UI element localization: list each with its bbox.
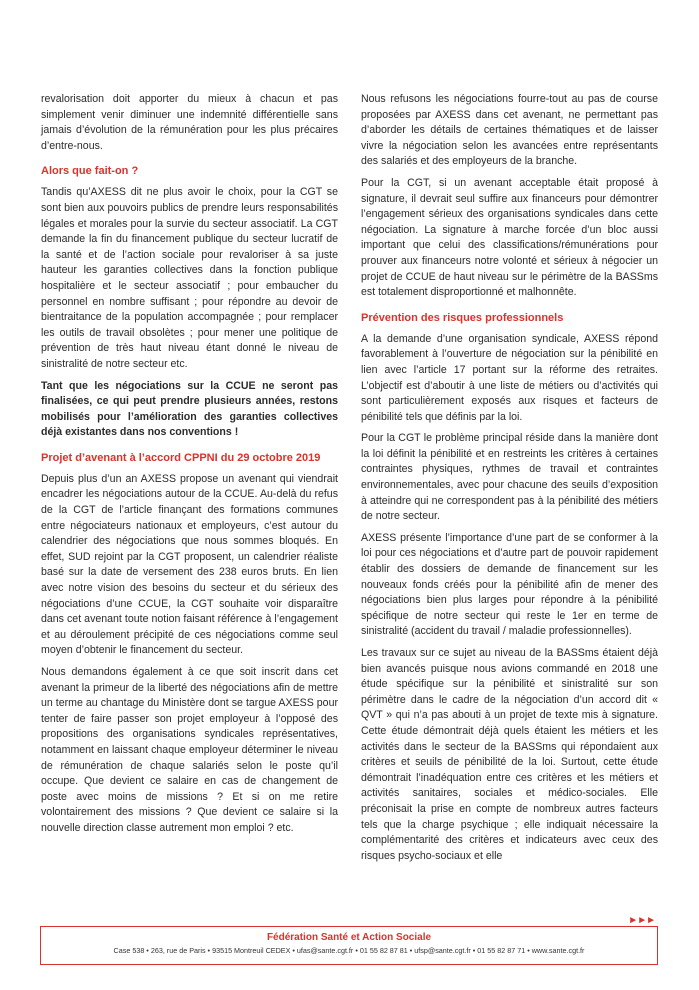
section-heading: Projet d’avenant à l’accord CPPNI du 29 octobre 2019 [41, 451, 321, 464]
bold-paragraph: Tant que les négociations sur la CCUE ne seront pas finalisées, ce qui peut prendre plusieurs années, restons mobilisés pour l’amélioration des garanties collectives déjà existantes dans nos conventions ! [41, 379, 338, 439]
left-column [41, 92, 338, 843]
paragraph: Nous demandons également à ce que soit inscrit dans cet avenant la primeur de la liberté des négociations afin de mettre un terme au chantage du Ministère dont se targue AXESS pour tenter de faire passer son projet employeur à l’opposé des propositions des organisations syndicales représentatives, notamment en laissant chaque employeur déterminer le niveau de rémunération de chaque salariés selon le poste qu’il occupe. Que devient ce salaire en cas de changement de poste avec moins de missions ? Et si on me retire volontairement des missions ? Que devient ce salaire si la nouvelle direction classe autrement mon emploi ? etc. [41, 666, 338, 834]
right-column [361, 92, 658, 870]
paragraph: A la demande d’une organisation syndicale, AXESS répond favorablement à l’ouverture de négociation sur la pénibilité en lien avec l’article 17 portant sur la réforme des retraites. L’objectif est d’aboutir à une liste de métiers ou d’activités qui sont particulièrement exposés aux risques et facteurs de pénibilité tels que définis par la loi. [361, 332, 658, 423]
section-heading: Prévention des risques professionnels [361, 311, 564, 324]
paragraph: Nous refusons les négociations fourre-tout au pas de course proposées par AXESS dans cet avenant, ne permettant pas d’aborder les détails de certaines thématiques et de laisser vivre la négociation selon les avancées entre représentants des salariés et des employeurs de la branche. [361, 93, 658, 168]
paragraph: Tandis qu’AXESS dit ne plus avoir le choix, pour la CGT se sont bien aux pouvoirs publics de prendre leurs responsabilités légales et morales pour la survie du secteur associatif. La CGT demande la fin du financement publique du secteur lucratif de la santé et de l’action sociale pour revaloriser à sa juste hauteur les garanties collectives dans la fonction publique hospitalière et le secteur associatif ; pour embaucher du personnel en nombre suffisant ; pour répondre au devoir de bientraitance de la population accompagnée ; pour remplacer les outils de travail obsolètes ; pour mener une politique de prévention de très haut niveau étant donné le niveau de sinistralité de notre secteur etc. [41, 186, 338, 370]
paragraph: AXESS présente l’importance d’une part de se conformer à la loi pour ces négociations et d’autre part de pouvoir rapidement établir des dossiers de demande de financement sur les nouveaux fonds créés pour la pénibilité afin de mener des négociations bien plus larges pour répondre à la pénibilité spécifique de notre secteur qui reste le 1er en terme de sinistralité (accident du travail / maladie professionnelles). [361, 531, 658, 638]
paragraph: Les travaux sur ce sujet au niveau de la BASSms étaient déjà bien avancés puisque nous avions commandé en 2018 une étude spécifique sur la pénibilité et sinistralité sur son périmètre dans le cadre de la négociation d’un accord dit « QVT » qui n’a pas abouti à un projet de texte mis à signature. Cette étude démontrait déjà quels étaient les métiers et les activités dans le secteur de la BASSms qui répondaient aux critères et seuils de pénibilité de la loi. Surtout, cette étude démontrait l’inadéquation entre ces critères et les métiers et activités sanitaires, sociales et médico-sociales. Elle préconisait la prise en compte de nombreux autres facteurs tels que la charge psychique ; elle indiquait nécessaire la complémentarité des critères et indicateurs avec ceux des risques psycho-sociaux et elle [361, 647, 658, 862]
paragraph: Pour la CGT, si un avenant acceptable était proposé à signature, il devrait seul suffire aux financeurs pour démontrer l’engagement sérieux des organisations syndicales dans cette négociation. La signature à marche forcée d’un bloc aussi important que celui des classifications/rémunérations pour prouver aux financeurs notre volonté et sérieux à négocier un projet de CCUE de haut niveau sur le périmètre de la BASSms est totalement disproportionné et malhonnête. [361, 176, 658, 299]
footer-address: Case 538 • 263, rue de Paris • 93515 Montreuil CEDEX • ufas@sante.cgt.fr • 01 55 82 87 81 • ufsp@sante.cgt.fr • 01 55 82 87 71 • www.sante.cgt.fr [113, 946, 585, 955]
footer-box [40, 926, 658, 965]
paragraph: revalorisation doit apporter du mieux à chacun et pas simplement venir diminuer une indemnité différentielle sans jamais d’évolution de la rémunération pour les plus précaires d’entre-nous. [41, 93, 338, 152]
continue-arrows-icon: ►►► [628, 915, 655, 926]
footer-organization: Fédération Santé et Action Sociale [266, 932, 432, 943]
section-heading: Alors que fait-on ? [41, 165, 139, 178]
paragraph: Pour la CGT le problème principal réside dans la manière dont la loi définit la pénibilité et en restreints les critères à certaines contraintes physiques, rythmes de travail et contraintes environnementales, avec pour chacune des seuils d’exposition à atteindre qui ne correspondent pas à la pénibilité des métiers de notre secteur. [361, 432, 658, 523]
paragraph: Depuis plus d’un an AXESS propose un avenant qui viendrait encadrer les négociations autour de la CCUE. Au-delà du refus de la CGT de l’article finançant des formations communes entre négociateurs nationaux et employeurs, c’est autour du calendrier des négociations que nous sommes bloqués. En effet, SUD rejoint par la CGT proposent, un calendrier réaliste basé sur la date de versement des 238 euros bruts. En lien avec notre vision des besoins du secteur et du sérieux des négociations d’une CCUE, la CGT souhaite voir disparaître dans cet avenant toute notion faisant référence à l’engagement et au déroulement précipité de ces négociations comme seul moyen d’obtenir le financement du secteur. [41, 472, 338, 657]
